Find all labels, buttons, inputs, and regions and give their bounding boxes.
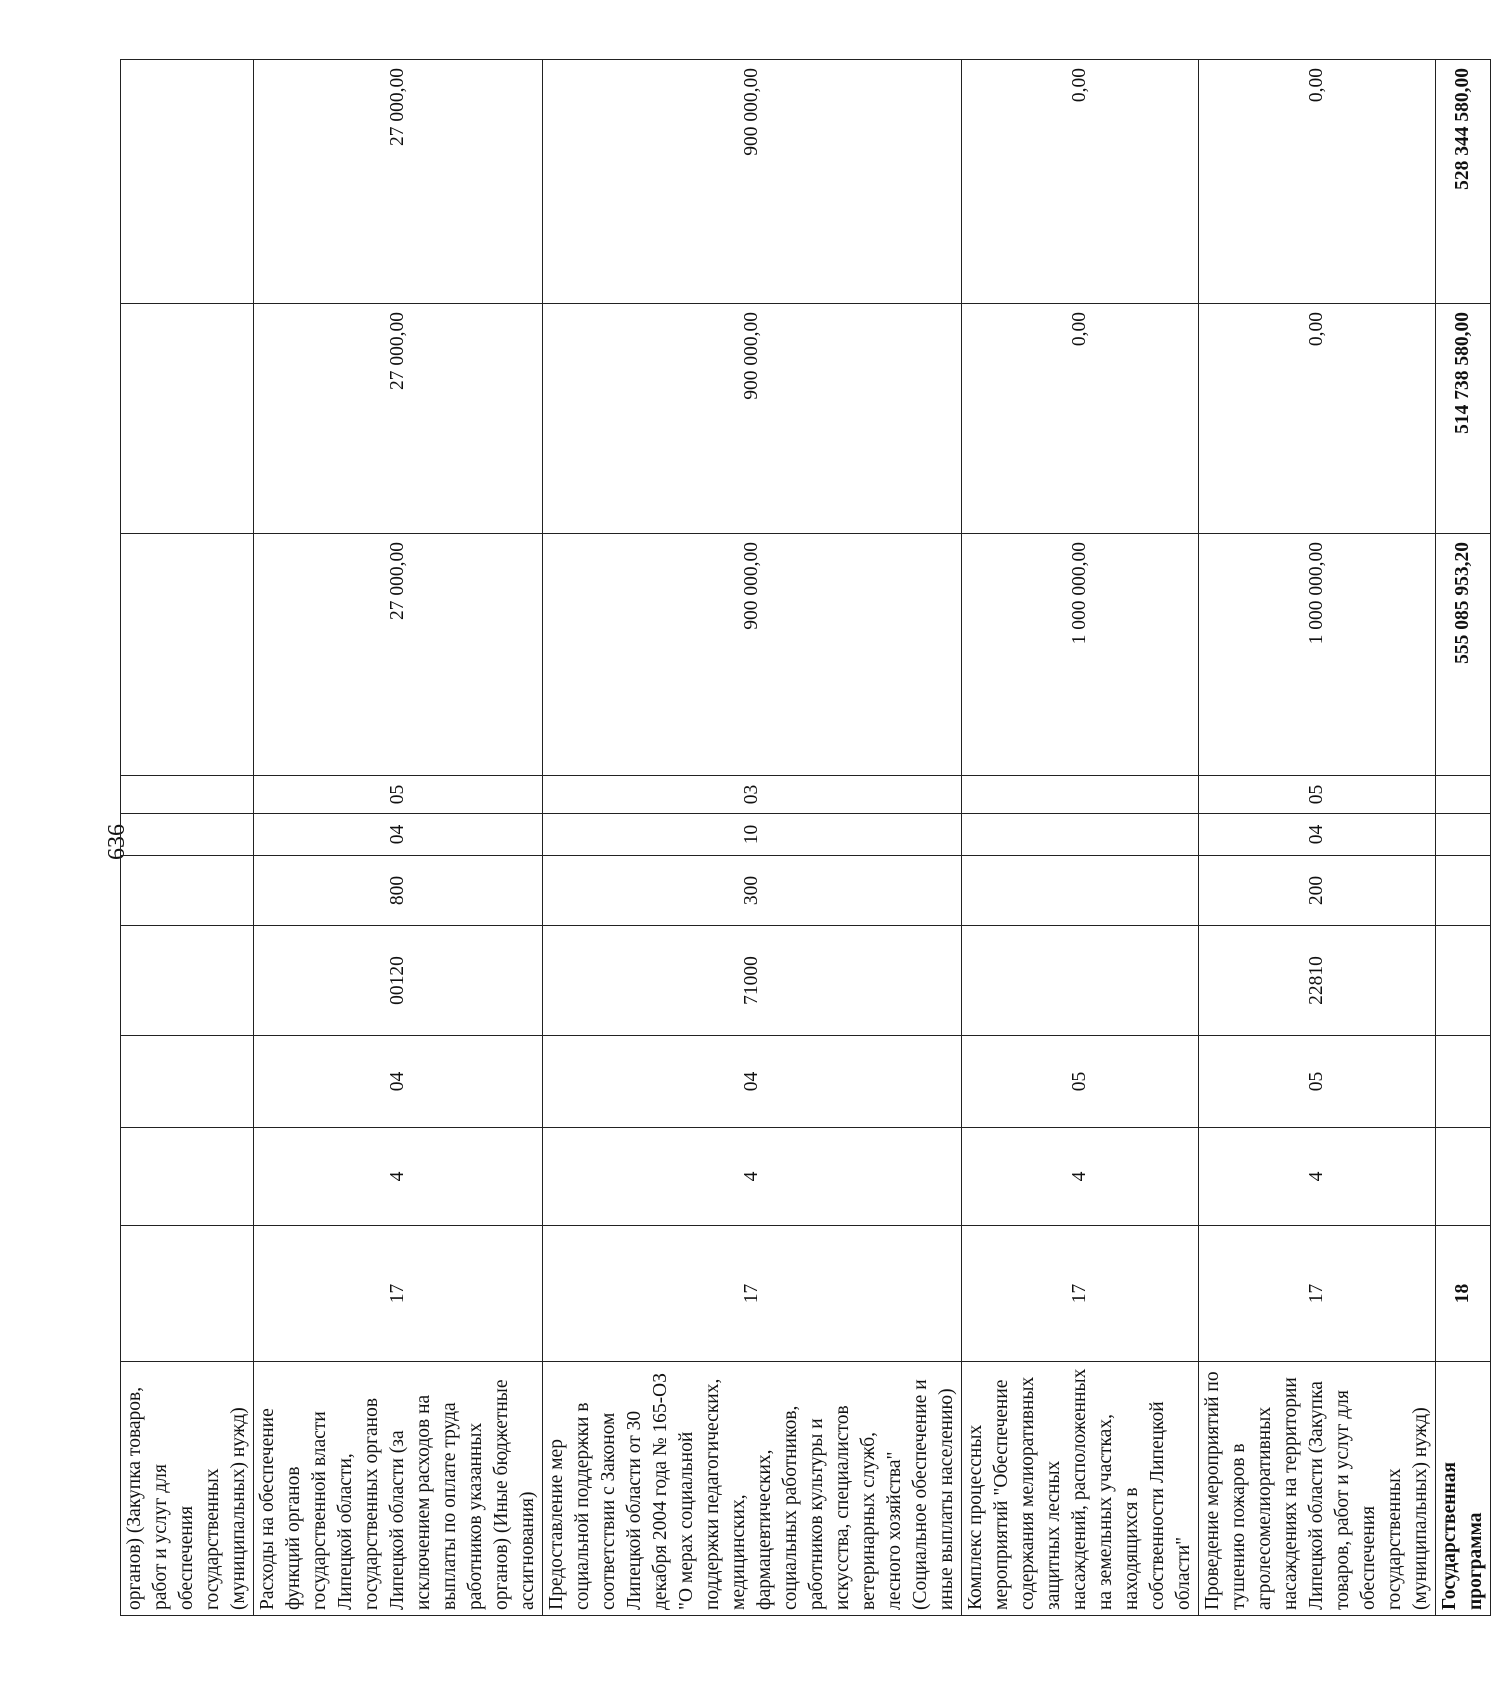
cell-code5 — [962, 856, 1199, 926]
cell-code7: 05 — [1199, 776, 1436, 814]
cell-code5: 200 — [1199, 856, 1436, 926]
cell-code5: 800 — [254, 856, 543, 926]
cell-code3: 04 — [543, 1036, 962, 1128]
cell-amount1: 1 000 000,00 — [1199, 534, 1436, 776]
cell-code7 — [121, 776, 254, 814]
cell-amount3: 0,00 — [1199, 60, 1436, 304]
cell-amount2: 27 000,00 — [254, 304, 543, 534]
cell-amount1 — [121, 534, 254, 776]
cell-description: Предоставление мер социальной поддержки в соответствии с Законом Липецкой области от 30 декабря 2004 года № 165-ОЗ "О мерах социальной поддержки педагогических, медицинских, фармацевтических, социальных работников, работников культуры и искусства, специалистов ветеринарных служб, лесного хозяйства" (Социальное обеспечение и иные выплаты населению) — [543, 1362, 962, 1616]
cell-description: Проведение мероприятий по тушению пожаров в агролесомелиоративных насаждениях на территории Липецкой области (Закупка товаров, работ и услуг для обеспечения государственных (муниципальных) нужд) — [1199, 1362, 1436, 1616]
table-row — [121, 60, 254, 1616]
total-cell-code1: 18 — [1436, 1226, 1491, 1362]
cell-code3: 05 — [962, 1036, 1199, 1128]
cell-amount1: 27 000,00 — [254, 534, 543, 776]
table-row — [962, 60, 1199, 1616]
cell-code7: 05 — [254, 776, 543, 814]
cell-code7 — [962, 776, 1199, 814]
cell-amount2 — [121, 304, 254, 534]
total-cell-code4 — [1436, 926, 1491, 1036]
cell-code2: 4 — [254, 1128, 543, 1226]
cell-code6: 04 — [1199, 814, 1436, 856]
cell-code4: 71000 — [543, 926, 962, 1036]
cell-code4: 22810 — [1199, 926, 1436, 1036]
cell-amount2: 900 000,00 — [543, 304, 962, 534]
table-body — [121, 60, 1491, 1616]
cell-code6: 04 — [254, 814, 543, 856]
table-row — [254, 60, 543, 1616]
cell-amount3: 0,00 — [962, 60, 1199, 304]
cell-description: органов) (Закупка товаров, работ и услуг для обеспечения государственных (муниципальных) нужд) — [121, 1362, 254, 1616]
cell-code4 — [962, 926, 1199, 1036]
total-cell-code3 — [1436, 1036, 1491, 1128]
total-cell-amount2: 514 738 580,00 — [1436, 304, 1491, 534]
cell-code2 — [121, 1128, 254, 1226]
total-cell-code6 — [1436, 814, 1491, 856]
cell-amount2: 0,00 — [1199, 304, 1436, 534]
cell-amount1: 1 000 000,00 — [962, 534, 1199, 776]
total-cell-code7 — [1436, 776, 1491, 814]
total-cell-description: Государственная программа — [1436, 1362, 1491, 1616]
cell-amount3: 900 000,00 — [543, 60, 962, 304]
page-number: 636 — [104, 824, 130, 860]
total-cell-code5 — [1436, 856, 1491, 926]
cell-code3: 05 — [1199, 1036, 1436, 1128]
cell-code4: 00120 — [254, 926, 543, 1036]
cell-code3: 04 — [254, 1036, 543, 1128]
cell-amount2: 0,00 — [962, 304, 1199, 534]
cell-description: Расходы на обеспечение функций органов государственной власти Липецкой области, государственных органов Липецкой области (за исключением расходов на выплаты по оплате труда работников указанных органов) (Иные бюджетные ассигнования) — [254, 1362, 543, 1616]
total-cell-code2 — [1436, 1128, 1491, 1226]
cell-code6: 10 — [543, 814, 962, 856]
cell-code3 — [121, 1036, 254, 1128]
total-row — [1436, 60, 1491, 1616]
total-cell-amount3: 528 344 580,00 — [1436, 60, 1491, 304]
cell-code1: 17 — [254, 1226, 543, 1362]
cell-description: Комплекс процессных мероприятий "Обеспечение содержания мелиоративных защитных лесных насаждений, расположенных на земельных участках, находящихся в собственности Липецкой области" — [962, 1362, 1199, 1616]
rotated-budget-table-page — [120, 60, 1486, 1616]
cell-amount3 — [121, 60, 254, 304]
total-cell-amount1: 555 085 953,20 — [1436, 534, 1491, 776]
cell-code6 — [962, 814, 1199, 856]
cell-amount3: 27 000,00 — [254, 60, 543, 304]
cell-code1 — [121, 1226, 254, 1362]
cell-code1: 17 — [543, 1226, 962, 1362]
table-row — [1199, 60, 1436, 1616]
cell-code1: 17 — [962, 1226, 1199, 1362]
table-row — [543, 60, 962, 1616]
budget-table — [120, 59, 1491, 1616]
cell-code5 — [121, 856, 254, 926]
cell-code2: 4 — [1199, 1128, 1436, 1226]
cell-code2: 4 — [543, 1128, 962, 1226]
cell-code1: 17 — [1199, 1226, 1436, 1362]
cell-amount1: 900 000,00 — [543, 534, 962, 776]
cell-code2: 4 — [962, 1128, 1199, 1226]
cell-code6 — [121, 814, 254, 856]
cell-code4 — [121, 926, 254, 1036]
cell-code7: 03 — [543, 776, 962, 814]
cell-code5: 300 — [543, 856, 962, 926]
